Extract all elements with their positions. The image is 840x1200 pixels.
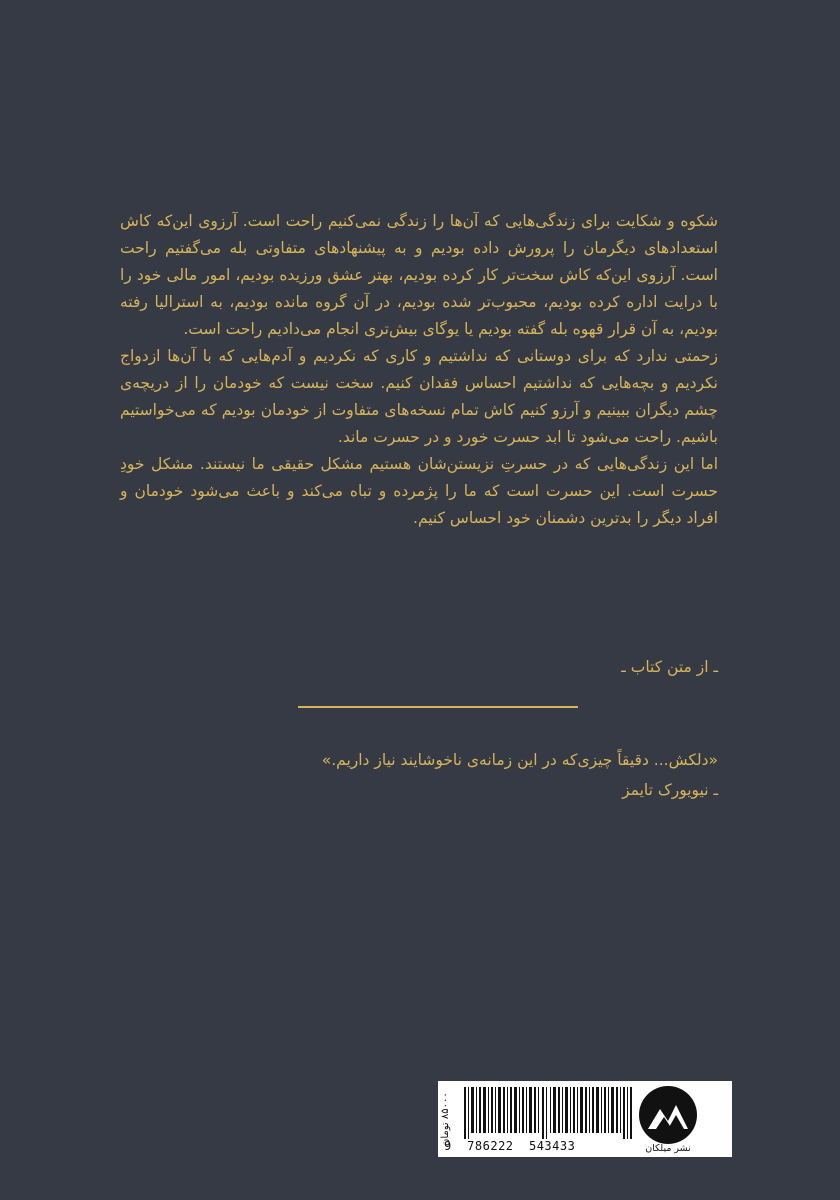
isbn-number: 9 786222 543433: [444, 1139, 576, 1153]
review-attribution: ـ نیویورک تایمز: [622, 781, 718, 799]
excerpt-paragraph-3: اما این زندگی‌هایی که در حسرتِ نزیستن‌شان هستیم مشکل حقیقی ما نیستند. مشکل خودِ حسرت است. این حسرت است که ما را پژمرده و تباه می‌کند و باعث می‌شود خودمان و افراد دیگر را بدترین دشمنان خود احساس کنیم.: [120, 455, 718, 527]
excerpt-source: ـ از متن کتاب ـ: [621, 658, 718, 676]
barcode-panel: [438, 1081, 732, 1157]
review-block: [120, 745, 718, 805]
barcode-icon: [464, 1087, 632, 1139]
review-quote: «دلکش... دقیقاً چیزی‌که در این زمانه‌ی ناخوشایند نیاز داریم.»: [321, 751, 718, 769]
mountain-peaks-logo-icon: [638, 1085, 698, 1145]
section-divider: [298, 706, 578, 708]
price-label: ۸۵۰۰۰ تومان: [440, 1092, 451, 1146]
publisher-name: نشر میلکان: [645, 1143, 691, 1154]
excerpt-paragraph-2: زحمتی ندارد که برای دوستانی که نداشتیم و کاری که نکردیم و آدم‌هایی که با آن‌ها ازدواج نکردیم و بچه‌هایی که نداشتیم احساس فقدان کنیم. سخت نیست که خودمان را از دریچه‌ی چشم دیگران ببینیم و آرزو کنیم کاش تمام نسخه‌های متفاوت از خودمان بودیم که می‌خواستیم باشیم. راحت می‌شود تا ابد حسرت خورد و در حسرت ماند.: [120, 347, 718, 446]
book-excerpt: [120, 208, 718, 532]
excerpt-paragraph-1: شکوه و شکایت برای زندگی‌هایی که آن‌ها را زندگی نمی‌کنیم راحت است. آرزوی این‌که کاش استعدادهای دیگرمان را پرورش داده بودیم و به پیشنهادهای متفاوتی بله می‌گفتیم راحت است. آرزوی این‌که کاش سخت‌تر کار کرده بودیم، بهتر عشق ورزیده بودیم، امور مالی خود را با درایت اداره کرده بودیم، محبوب‌تر شده بودیم، در آن گروه مانده بودیم، به استرالیا رفته بودیم، به آن قرار قهوه بله گفته بودیم یا یوگای بیش‌تری انجام می‌دادیم راحت است.: [120, 212, 718, 338]
